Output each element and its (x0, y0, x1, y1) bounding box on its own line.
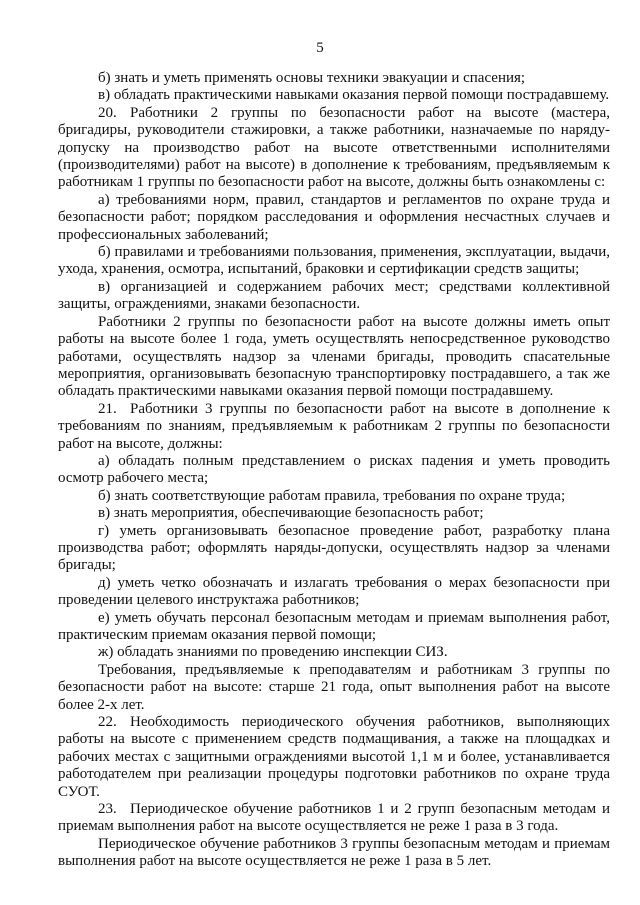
paragraph-text: в) обладать практическими навыками оказания первой помощи пострадавшему. (98, 87, 610, 104)
paragraph (58, 314, 610, 401)
paragraph-number: 22. (98, 714, 117, 731)
paragraph (58, 575, 610, 610)
paragraph-text: Работники 2 группы по безопасности работ на высоте (мастера, бригадиры, руководители стажировки, а также работники, назначаемые по наряду-допуску на производство работ на высоте ответственными исполнителями (производителями) работ на высоте) в дополнение к требованиям, предъявляемым к работникам 1 группы по безопасности работ на высоте, должны быть ознакомлены с: (58, 104, 610, 191)
paragraph (58, 279, 610, 314)
paragraph-21 (58, 401, 610, 453)
paragraph-text: Периодическое обучение работников 1 и 2 групп безопасным методам и приемам выполнения работ на высоте осуществляется не реже 1 раза в 3 года. (58, 801, 610, 835)
paragraph-22 (58, 714, 610, 801)
paragraph (58, 87, 610, 104)
paragraph-text: б) знать соответствующие работам правила, требования по охране труда; (98, 487, 566, 504)
paragraph (58, 610, 610, 645)
page-number: 5 (316, 40, 324, 56)
paragraph-number: 20. (98, 104, 117, 121)
paragraph (58, 192, 610, 244)
paragraph-text: ж) обладать знаниями по проведению инспекции СИЗ. (98, 644, 448, 661)
paragraph (58, 453, 610, 488)
paragraph-text: Требования, предъявляемые к преподавателям и работникам 3 группы по безопасности работ на высоте: старше 21 года, опыт выполнения работ на высоте более 2-х лет. (58, 661, 610, 713)
paragraph-23 (58, 801, 610, 836)
paragraph-text: Необходимость периодического обучения работников, выполняющих работы на высоте с применением средств подмащивания, а также на площадках и рабочих местах с защитными ограждениями высотой 1,1 м и более, устанавливается работодателем при реализации процедуры подготовки работников по охране труда СУОТ. (58, 714, 610, 800)
paragraph-text: а) требованиями норм, правил, стандартов и регламентов по охране труда и безопасности работ; порядком расследования и оформления несчастных случаев и профессиональных заболеваний; (58, 191, 610, 243)
paragraph-number: 21. (98, 400, 117, 417)
document-body (58, 70, 610, 871)
paragraph-text: а) обладать полным представлением о рисках падения и уметь проводить осмотр рабочего места; (58, 452, 610, 487)
paragraph-text: г) уметь организовывать безопасное проведение работ, разработку плана производства работ; оформлять наряды-допуски, осуществлять надзор за членами бригады; (58, 522, 610, 574)
paragraph (58, 662, 610, 714)
paragraph (58, 244, 610, 279)
paragraph-20 (58, 105, 610, 192)
paragraph-text: Периодическое обучение работников 3 группы безопасным методам и приемам выполнения работ на высоте осуществляется не реже 1 раза в 5 лет. (58, 835, 610, 870)
paragraph-text: б) знать и уметь применять основы техники эвакуации и спасения; (98, 70, 526, 86)
paragraph (58, 644, 610, 661)
paragraph (58, 70, 610, 87)
paragraph-text: е) уметь обучать персонал безопасным методам и приемам выполнения работ, практическим приемам оказания первой помощи; (58, 609, 610, 643)
paragraph-text: д) уметь четко обозначать и излагать требования о мерах безопасности при проведении целевого инструктажа работников; (58, 574, 610, 609)
paragraph-text: Работники 2 группы по безопасности работ на высоте должны иметь опыт работы на высоте более 1 года, уметь осуществлять непосредственное руководство работами, осуществлять надзор за членами бригады, проводить спасательные мероприятия, организовывать безопасную транспортировку пострадавшего, а так же обладать практическими навыками оказания первой помощи пострадавшему. (58, 313, 610, 400)
paragraph (58, 505, 610, 522)
paragraph (58, 836, 610, 871)
paragraph-text: в) знать мероприятия, обеспечивающие безопасность работ; (98, 505, 484, 522)
paragraph-number: 23. (98, 801, 117, 818)
paragraph (58, 488, 610, 505)
paragraph-text: в) организацией и содержанием рабочих мест; средствами коллективной защиты, ограждениями, знаками безопасности. (58, 278, 610, 313)
paragraph-text: б) правилами и требованиями пользования, применения, эксплуатации, выдачи, ухода, хранения, осмотра, испытаний, браковки и сертификации средств защиты; (58, 244, 610, 278)
paragraph-text: Работники 3 группы по безопасности работ на высоте в дополнение к требованиям по знаниям, предъявляемым к работникам 2 группы по безопасности работ на высоте, должны: (58, 400, 610, 452)
paragraph (58, 523, 610, 575)
